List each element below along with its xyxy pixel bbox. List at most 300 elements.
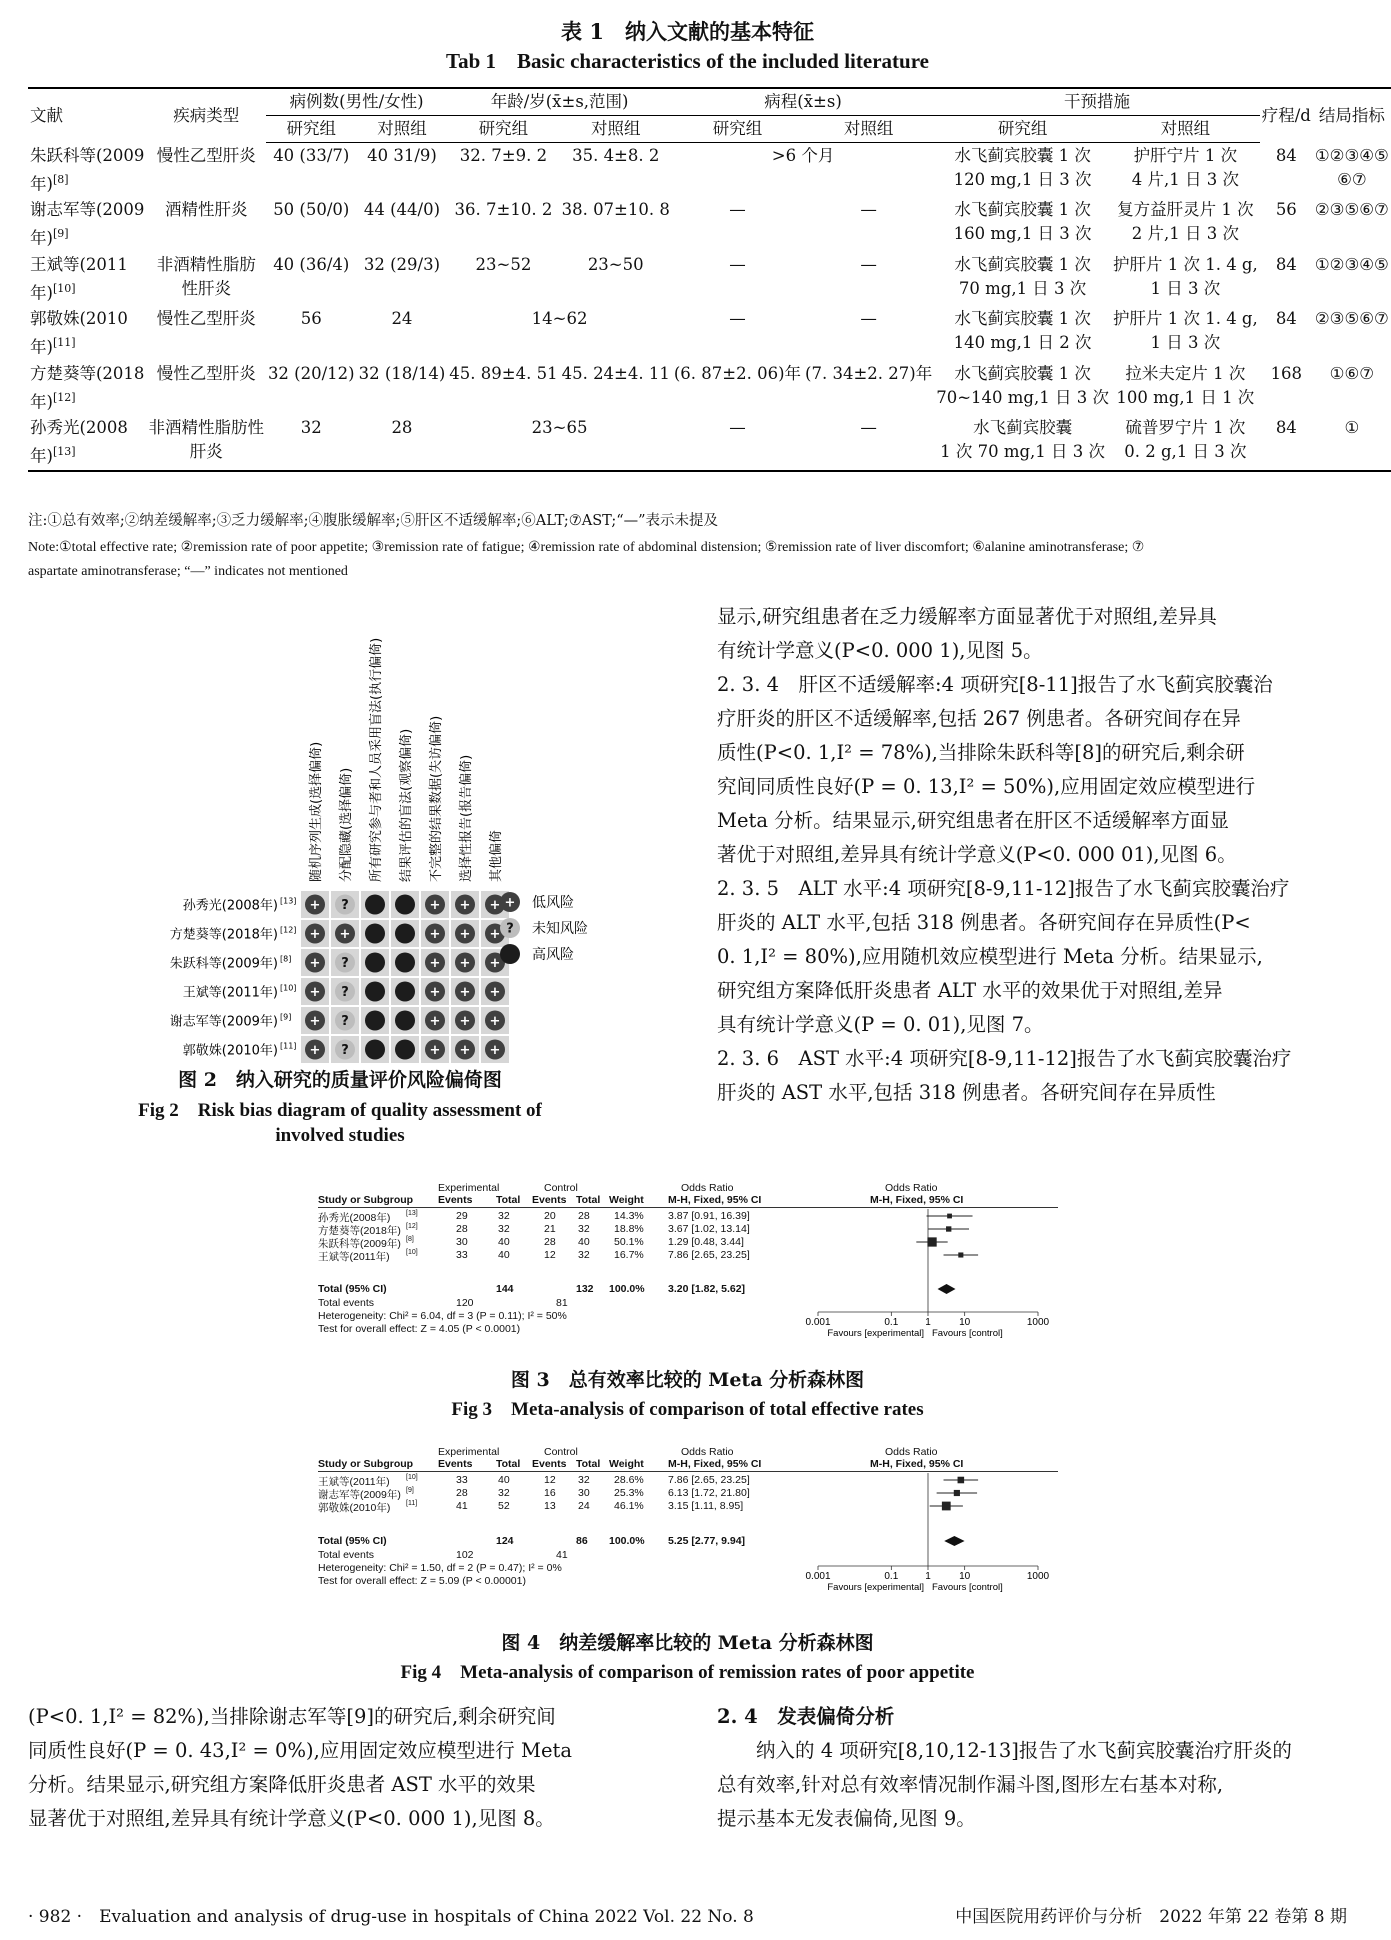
fig2-caption-en-2: involved studies — [275, 1125, 405, 1146]
table-row — [28, 252, 1391, 307]
study-square — [958, 1477, 965, 1484]
x-tick-label: 1000 — [1026, 1571, 1050, 1582]
disease-type: 慢性乙型肝炎 — [156, 145, 256, 165]
cases-study: 50 (50/0) — [273, 200, 350, 219]
intervention-control-dose: 4 片,1 日 3 次 — [1131, 170, 1239, 189]
age-control: 35. 4±8. 2 — [572, 146, 660, 165]
risk-low-symbol: + — [459, 956, 471, 971]
disease-type: 非酒精性脂肪 — [156, 254, 256, 274]
col-header-age: 年龄/岁(x̄±s,范围) — [447, 88, 672, 116]
intervention-study-dose: 160 mg,1 日 3 次 — [953, 224, 1092, 243]
weight: 46.1% — [614, 1500, 644, 1512]
intervention-study: 水飞蓟宾胶囊 1 次 — [954, 200, 1091, 219]
text-line: 2. 3. 6 AST 水平:4 项研究[8-9,11-12]报告了水飞蓟宾胶囊治疗 — [717, 1047, 1292, 1070]
outcome-markers: ②③⑤⑥⑦ — [1314, 309, 1389, 328]
ref-marker: [11] — [406, 1500, 418, 1507]
outcome-markers: ① — [1344, 418, 1360, 437]
cases-study: 56 — [300, 309, 322, 328]
table-row — [28, 361, 1391, 416]
x-tick-label: 1 — [925, 1317, 931, 1328]
x-tick-label: 1 — [925, 1571, 931, 1582]
ref-marker: [11] — [52, 336, 76, 349]
odds-ratio-ci: 3.15 [1.11, 8.95] — [668, 1500, 744, 1512]
x-tick-label: 0.1 — [884, 1571, 899, 1582]
age-range: 23~65 — [447, 415, 672, 471]
col-header-intervention: 干预措施 — [934, 88, 1260, 116]
hdr-method-2: M-H, Fixed, 95% CI — [870, 1194, 964, 1206]
hdr-events: Events — [532, 1458, 567, 1470]
course-control: — — [860, 200, 877, 219]
favours-control-label: Favours [control] — [932, 1328, 1003, 1339]
fig2-risk-of-bias — [70, 600, 670, 1060]
disease-type: 慢性乙型肝炎 — [156, 363, 256, 383]
section-heading: 2. 4 发表偏倚分析 — [717, 1705, 895, 1728]
total-weight: 100.0% — [609, 1283, 645, 1295]
events-exp: 120 — [456, 1297, 474, 1309]
total-exp: 144 — [496, 1283, 514, 1295]
fig4-caption-cn: 图 4 纳差缓解率比较的 Meta 分析森林图 — [501, 1632, 874, 1654]
risk-high-dot — [365, 982, 385, 1002]
table-note-en-2: aspartate aminotransferase; “—” indicates not mentioned — [28, 564, 348, 579]
events-ctl: 41 — [556, 1549, 568, 1561]
intervention-control-dose: 100 mg,1 日 1 次 — [1116, 387, 1255, 407]
hdr-odds-ratio: Odds Ratio — [681, 1182, 734, 1194]
col-header-study: 文献 — [28, 88, 146, 143]
ctl-total: 40 — [578, 1236, 590, 1248]
study-name: 郭敬姝(2010 — [30, 309, 128, 328]
fig2-caption-en: Fig 2 Risk bias diagram of quality assessment of — [138, 1100, 542, 1121]
risk-high-dot — [395, 895, 415, 915]
age-study: 32. 7±9. 2 — [459, 146, 548, 165]
hdr-experimental: Experimental — [438, 1446, 500, 1458]
study-label: 郭敬姝(2010年) — [182, 1043, 278, 1059]
intervention-control: 拉米夫定片 1 次 — [1125, 363, 1246, 383]
heterogeneity-stat: Heterogeneity: Chi² = 1.50, df = 2 (P = 0.47); I² = 0% — [318, 1562, 562, 1574]
intervention-study: 水飞蓟宾胶囊 1 次 — [954, 309, 1091, 328]
total-label: Total (95% CI) — [318, 1535, 387, 1547]
bias-domain-label: 所有研究参与者和人员采用盲法(执行偏倚) — [369, 637, 384, 882]
course-study: — — [729, 309, 746, 328]
text-line: 0. 1,I² = 80%),应用随机效应模型进行 Meta 分析。结果显示, — [717, 945, 1263, 968]
risk-low-symbol: + — [489, 1014, 501, 1029]
text-line: 质性(P<0. 1,I² = 78%),当排除朱跃科等[8]的研究后,剩余研 — [717, 741, 1245, 764]
duration-value: 84 — [1275, 145, 1297, 165]
ctl-total: 32 — [578, 1249, 590, 1261]
study-square — [958, 1252, 963, 1257]
ctl-total: 32 — [578, 1223, 590, 1235]
course-study: — — [672, 415, 803, 471]
bias-domain-label: 不完整的结果数据(失访偏倚) — [429, 715, 444, 882]
text-line: 有统计学意义(P<0. 000 1),见图 5。 — [717, 639, 1043, 662]
ctl-events: 13 — [544, 1500, 556, 1512]
outcome-markers: ②③⑤⑥⑦ — [1314, 200, 1389, 219]
col-header-study-group: 研究组 — [266, 116, 357, 143]
age-control: 23~50 — [587, 254, 644, 274]
ref-marker: [9] — [406, 1487, 414, 1494]
weight: 50.1% — [614, 1236, 644, 1248]
cases-study: 40 (36/4) — [273, 254, 350, 274]
risk-high-dot — [365, 924, 385, 944]
bias-domain-label: 结果评估的盲法(观察偏倚) — [399, 728, 414, 882]
risk-low-symbol: + — [489, 927, 501, 942]
ctl-events: 20 — [544, 1210, 556, 1222]
risk-low-symbol: + — [489, 985, 501, 1000]
risk-low-symbol: + — [339, 927, 351, 942]
hdr-events: Events — [532, 1194, 567, 1206]
study-name: 王斌等(2011年) — [318, 1251, 390, 1263]
exp-total: 40 — [498, 1236, 510, 1248]
cases-control: 28 — [357, 415, 448, 471]
duration-value: 84 — [1275, 309, 1297, 328]
ref-marker: [13] — [52, 445, 76, 458]
text-line: 肝炎的 ALT 水平,包括 318 例患者。各研究间存在异质性(P< — [717, 911, 1251, 934]
odds-ratio-ci: 3.87 [0.91, 16.39] — [668, 1210, 750, 1222]
legend-low-symbol: + — [504, 895, 516, 911]
bias-domain-label: 随机序列生成(选择偏倚) — [309, 741, 324, 882]
ref-marker: [10] — [406, 1474, 418, 1481]
total-diamond — [938, 1284, 956, 1294]
text-line: 著优于对照组,差异具有统计学意义(P<0. 000 01),见图 6。 — [717, 843, 1237, 866]
hdr-odds-ratio: Odds Ratio — [681, 1446, 734, 1458]
fig4-caption-en: Fig 4 Meta-analysis of comparison of remission rates of poor appetite — [400, 1662, 975, 1683]
outcome-markers-2: ⑥⑦ — [1337, 169, 1367, 189]
exp-total: 32 — [498, 1210, 510, 1222]
x-tick-label: 0.001 — [805, 1317, 831, 1328]
risk-low-symbol: + — [429, 1043, 441, 1058]
ref-marker: [12] — [280, 925, 297, 935]
table-title-en: Tab 1 Basic characteristics of the included literature — [446, 49, 929, 73]
exp-total: 32 — [498, 1487, 510, 1499]
study-label: 王斌等(2011年) — [182, 985, 278, 1001]
risk-low-symbol: + — [489, 956, 501, 971]
intervention-control: 复方益肝灵片 1 次 — [1117, 200, 1254, 219]
weight: 16.7% — [614, 1249, 644, 1261]
duration-value: 168 — [1270, 363, 1303, 383]
col-header-cases: 病例数(男性/女性) — [266, 88, 447, 116]
table-row — [28, 306, 1391, 361]
exp-total: 40 — [498, 1249, 510, 1261]
odds-ratio-ci: 3.67 [1.02, 13.14] — [668, 1223, 750, 1235]
risk-low-symbol: + — [429, 898, 441, 913]
text-line: 纳入的 4 项研究[8,10,12-13]报告了水飞蓟宾胶囊治疗肝炎的 — [756, 1739, 1292, 1762]
col-header-study-group: 研究组 — [447, 116, 559, 143]
disease-type: 慢性乙型肝炎 — [156, 309, 256, 328]
risk-low-symbol: + — [309, 927, 321, 942]
odds-ratio-ci: 7.86 [2.65, 23.25] — [668, 1249, 750, 1261]
total-ci: 5.25 [2.77, 9.94] — [668, 1535, 746, 1547]
odds-ratio-ci: 7.86 [2.65, 23.25] — [668, 1474, 750, 1486]
col-header-study-group: 研究组 — [934, 116, 1111, 143]
age-study: 45. 89±4. 51 — [449, 363, 558, 383]
weight: 14.3% — [614, 1210, 644, 1222]
duration-value: 84 — [1260, 415, 1313, 471]
exp-total: 40 — [498, 1474, 510, 1486]
risk-low-symbol: + — [459, 1043, 471, 1058]
ref-marker: [12] — [406, 1223, 418, 1230]
study-year: 年) — [30, 392, 53, 411]
fig2-caption-cn: 图 2 纳入研究的质量评价风险偏倚图 — [178, 1069, 502, 1091]
bottom-right-text — [717, 1700, 1347, 1836]
ctl-total: 28 — [578, 1210, 590, 1222]
outcome-markers: ①②③④⑤ — [1314, 254, 1389, 274]
intervention-control: 护肝宁片 1 次 — [1133, 146, 1238, 165]
fig3-forest-plot — [318, 1182, 1058, 1352]
col-header-disease: 疾病类型 — [146, 88, 266, 143]
table-row — [28, 415, 1391, 471]
text-line: 研究组方案降低肝炎患者 ALT 水平的效果优于对照组,差异 — [717, 979, 1223, 1002]
ctl-events: 16 — [544, 1487, 556, 1499]
age-study: 36. 7±10. 2 — [454, 200, 553, 219]
intervention-study: 水飞蓟宾胶囊 — [973, 418, 1073, 437]
table-note-cn: 注:①总有效率;②纳差缓解率;③乏力缓解率;④腹胀缓解率;⑤肝区不适缓解率;⑥ALT;⑦AST;“—”表示未提及 — [28, 513, 719, 529]
age-control: 45. 24±4. 11 — [561, 363, 670, 383]
x-tick-label: 0.1 — [884, 1317, 899, 1328]
cases-study: 40 (33/7) — [273, 146, 350, 165]
study-year: 年) — [30, 228, 53, 248]
study-name: 谢志军等(2009 — [30, 200, 145, 219]
col-header-study-group: 研究组 — [672, 116, 803, 143]
ref-marker: [13] — [406, 1210, 418, 1217]
table-note-en: Note:①total effective rate; ②remission rate of poor appetite; ③remission rate of fatigue; ④remission rate of abdominal distension; ⑤remission rate of liver discomfort; ⑥alanine aminotransferase; ⑦ — [28, 540, 1145, 555]
ref-marker: [10] — [52, 281, 76, 295]
ctl-events: 12 — [544, 1249, 556, 1261]
events-exp: 102 — [456, 1549, 474, 1561]
exp-events: 30 — [456, 1236, 468, 1248]
ctl-total: 30 — [578, 1487, 590, 1499]
risk-unclear-symbol: ? — [341, 898, 349, 913]
table-1 — [28, 87, 1389, 472]
text-line: 总有效率,针对总有效率情况制作漏斗图,图形左右基本对称, — [717, 1773, 1224, 1796]
study-square — [946, 1226, 951, 1231]
legend-unclear-label: 未知风险 — [532, 921, 588, 937]
fig4-plot-area — [758, 1471, 1058, 1606]
x-tick-label: 1000 — [1026, 1317, 1050, 1328]
exp-events: 33 — [456, 1249, 468, 1261]
odds-ratio-ci: 6.13 [1.72, 21.80] — [668, 1487, 750, 1499]
disease-type-2: 性肝炎 — [181, 278, 231, 298]
exp-events: 28 — [456, 1223, 468, 1235]
intervention-study: 水飞蓟宾胶囊 1 次 — [954, 146, 1091, 165]
col-header-duration: 疗程/d — [1260, 88, 1313, 143]
ref-marker: [11] — [280, 1041, 297, 1051]
text-line: 分析。结果显示,研究组方案降低肝炎患者 AST 水平的效果 — [28, 1773, 536, 1796]
ref-marker: [10] — [280, 983, 297, 993]
study-square — [947, 1214, 952, 1219]
text-line: 具有统计学意义(P = 0. 01),见图 7。 — [717, 1013, 1044, 1036]
study-name: 郭敬姝(2010年) — [318, 1502, 391, 1514]
course-value: >6 个月 — [771, 146, 835, 165]
hdr-total: Total — [576, 1458, 601, 1470]
table-row — [28, 143, 1391, 198]
disease-type: 非酒精性脂肪性 — [148, 418, 264, 437]
risk-low-symbol: + — [489, 898, 501, 913]
study-square — [942, 1502, 951, 1511]
study-year: 年) — [30, 174, 53, 193]
study-name: 谢志军等(2009年) — [318, 1489, 401, 1501]
course-study: — — [729, 254, 746, 274]
x-tick-label: 10 — [959, 1571, 971, 1582]
risk-unclear-symbol: ? — [341, 956, 349, 971]
risk-low-symbol: + — [309, 898, 321, 913]
x-tick-label: 10 — [959, 1317, 971, 1328]
hdr-weight: Weight — [609, 1458, 644, 1470]
overall-effect-stat: Test for overall effect: Z = 5.09 (P < 0.00001) — [318, 1575, 526, 1587]
total-diamond — [944, 1536, 964, 1546]
ctl-events: 28 — [544, 1236, 556, 1248]
hdr-study: Study or Subgroup — [318, 1194, 414, 1206]
ref-marker: [12] — [52, 390, 76, 404]
course-study: — — [729, 200, 746, 219]
risk-low-symbol: + — [309, 985, 321, 1000]
hdr-method-2: M-H, Fixed, 95% CI — [870, 1458, 964, 1470]
hdr-events: Events — [438, 1458, 473, 1470]
risk-high-dot — [395, 1040, 415, 1060]
hdr-total: Total — [496, 1194, 521, 1206]
age-study: 23~52 — [475, 254, 532, 274]
risk-low-symbol: + — [309, 1014, 321, 1029]
disease-type-2: 肝炎 — [189, 442, 223, 461]
text-line: 2. 3. 4 肝区不适缓解率:4 项研究[8-11]报告了水飞蓟宾胶囊治 — [717, 673, 1273, 696]
risk-of-bias-graph — [70, 600, 670, 1060]
outcome-markers: ①⑥⑦ — [1329, 363, 1375, 383]
weight: 25.3% — [614, 1487, 644, 1499]
ctl-total: 24 — [578, 1500, 590, 1512]
duration-value: 56 — [1275, 200, 1297, 219]
hdr-study: Study or Subgroup — [318, 1458, 414, 1470]
cases-control: 44 (44/0) — [363, 200, 441, 219]
total-exp: 124 — [496, 1535, 514, 1547]
intervention-study: 水飞蓟宾胶囊 1 次 — [954, 363, 1091, 383]
col-header-outcome: 结局指标 — [1313, 88, 1391, 143]
risk-low-symbol: + — [309, 956, 321, 971]
cases-control: 40 31/9) — [367, 146, 437, 165]
hdr-method: M-H, Fixed, 95% CI — [668, 1194, 762, 1206]
risk-low-symbol: + — [459, 898, 471, 913]
hdr-experimental: Experimental — [438, 1182, 500, 1194]
risk-unclear-symbol: ? — [341, 1043, 349, 1058]
col-header-control-group: 对照组 — [357, 116, 448, 143]
study-name: 朱跃科等(2009年) — [318, 1238, 401, 1250]
overall-effect-stat: Test for overall effect: Z = 4.05 (P < 0.0001) — [318, 1323, 521, 1335]
exp-events: 33 — [456, 1474, 468, 1486]
fig3-caption-en: Fig 3 Meta-analysis of comparison of total effective rates — [451, 1399, 924, 1420]
ref-marker: [8] — [406, 1236, 414, 1243]
hdr-events: Events — [438, 1194, 473, 1206]
events-ctl: 81 — [556, 1297, 568, 1309]
study-year: 年) — [30, 446, 53, 466]
legend-low-label: 低风险 — [532, 895, 574, 911]
total-ctl: 132 — [576, 1283, 594, 1295]
text-line: Meta 分析。结果显示,研究组患者在肝区不适缓解率方面显 — [717, 809, 1229, 832]
right-column-text — [717, 600, 1347, 1110]
risk-high-dot — [395, 1011, 415, 1031]
intervention-study: 水飞蓟宾胶囊 1 次 — [954, 254, 1091, 274]
risk-high-dot — [395, 953, 415, 973]
total-ctl: 86 — [576, 1535, 588, 1547]
hdr-total: Total — [576, 1194, 601, 1206]
legend-high-dot — [500, 944, 520, 964]
text-line: 显著优于对照组,差异具有统计学意义(P<0. 000 1),见图 8。 — [28, 1807, 555, 1830]
bias-domain-label: 选择性报告(报告偏倚) — [459, 754, 474, 882]
favours-control-label: Favours [control] — [932, 1582, 1003, 1593]
ref-marker: [8] — [280, 954, 292, 964]
intervention-control: 护肝片 1 次 1. 4 g, — [1112, 309, 1258, 328]
intervention-control: 护肝片 1 次 1. 4 g, — [1112, 254, 1258, 274]
risk-high-dot — [395, 924, 415, 944]
risk-high-dot — [365, 1040, 385, 1060]
hdr-method: M-H, Fixed, 95% CI — [668, 1458, 762, 1470]
risk-unclear-symbol: ? — [341, 1014, 349, 1029]
text-line: (P<0. 1,I² = 82%),当排除谢志军等[9]的研究后,剩余研究间 — [28, 1705, 556, 1728]
text-line: 究间同质性良好(P = 0. 13,I² = 50%),应用固定效应模型进行 — [717, 775, 1256, 798]
age-range: 14~62 — [531, 309, 588, 328]
hdr-weight: Weight — [609, 1194, 644, 1206]
age-control: 38. 07±10. 8 — [561, 200, 670, 219]
text-line: 肝炎的 AST 水平,包括 318 例患者。各研究间存在异质性 — [717, 1081, 1216, 1104]
study-name: 王斌等(2011年) — [318, 1476, 390, 1488]
text-line: 提示基本无发表偏倚,见图 9。 — [717, 1807, 976, 1830]
study-name: 王斌等(2011 — [30, 254, 128, 274]
intervention-study-dose: 1 次 70 mg,1 日 3 次 — [940, 442, 1106, 461]
table-row — [28, 197, 1391, 252]
text-line: 疗肝炎的肝区不适缓解率,包括 267 例患者。各研究间存在异 — [717, 707, 1241, 730]
intervention-study-dose: 120 mg,1 日 3 次 — [953, 170, 1092, 189]
col-header-control-group: 对照组 — [803, 116, 934, 143]
risk-low-symbol: + — [459, 1014, 471, 1029]
study-square — [954, 1490, 960, 1496]
text-line: 同质性良好(P = 0. 43,I² = 0%),应用固定效应模型进行 Meta — [28, 1739, 572, 1762]
favours-experimental-label: Favours [experimental] — [827, 1582, 924, 1593]
cases-study: 32 — [266, 415, 357, 471]
legend-high-label: 高风险 — [532, 947, 574, 963]
ctl-events: 12 — [544, 1474, 556, 1486]
risk-high-dot — [365, 953, 385, 973]
col-header-course: 病程(x̄±s) — [672, 88, 934, 116]
text-line: 显示,研究组患者在乏力缓解率方面显著优于对照组,差异具 — [717, 605, 1217, 628]
col-header-control-group: 对照组 — [1111, 116, 1260, 143]
intervention-control-dose: 2 片,1 日 3 次 — [1131, 224, 1239, 243]
exp-events: 41 — [456, 1500, 468, 1512]
total-label: Total (95% CI) — [318, 1283, 387, 1295]
bias-domain-label: 分配隐藏(选择偏倚) — [339, 767, 354, 882]
exp-events: 28 — [456, 1487, 468, 1499]
study-label: 方楚葵等(2018年) — [169, 927, 278, 943]
intervention-control: 硫普罗宁片 1 次 — [1125, 418, 1246, 437]
x-tick-label: 0.001 — [805, 1571, 831, 1582]
risk-low-symbol: + — [429, 985, 441, 1000]
disease-type: 酒精性肝炎 — [164, 200, 248, 219]
fig4-forest-plot — [318, 1446, 1058, 1606]
study-name: 孙秀光(2008年) — [318, 1212, 391, 1224]
risk-high-dot — [395, 982, 415, 1002]
outcome-markers: ①②③④⑤ — [1314, 145, 1389, 165]
ref-marker: [10] — [406, 1249, 418, 1256]
ctl-total: 32 — [578, 1474, 590, 1486]
hdr-total: Total — [496, 1458, 521, 1470]
exp-events: 29 — [456, 1210, 468, 1222]
hdr-odds-ratio-2: Odds Ratio — [885, 1182, 938, 1194]
study-label: 朱跃科等(2009年) — [169, 956, 278, 972]
cases-study: 32 (20/12) — [267, 363, 355, 383]
intervention-control-dose: 1 日 3 次 — [1150, 278, 1221, 298]
bottom-left-text — [28, 1700, 658, 1836]
table-title-cn: 表 1 纳入文献的基本特征 — [561, 19, 814, 44]
ctl-events: 21 — [544, 1223, 556, 1235]
weight: 18.8% — [614, 1223, 644, 1235]
intervention-study-dose: 70 mg,1 日 3 次 — [958, 278, 1087, 298]
course-control: — — [803, 415, 934, 471]
weight: 28.6% — [614, 1474, 644, 1486]
